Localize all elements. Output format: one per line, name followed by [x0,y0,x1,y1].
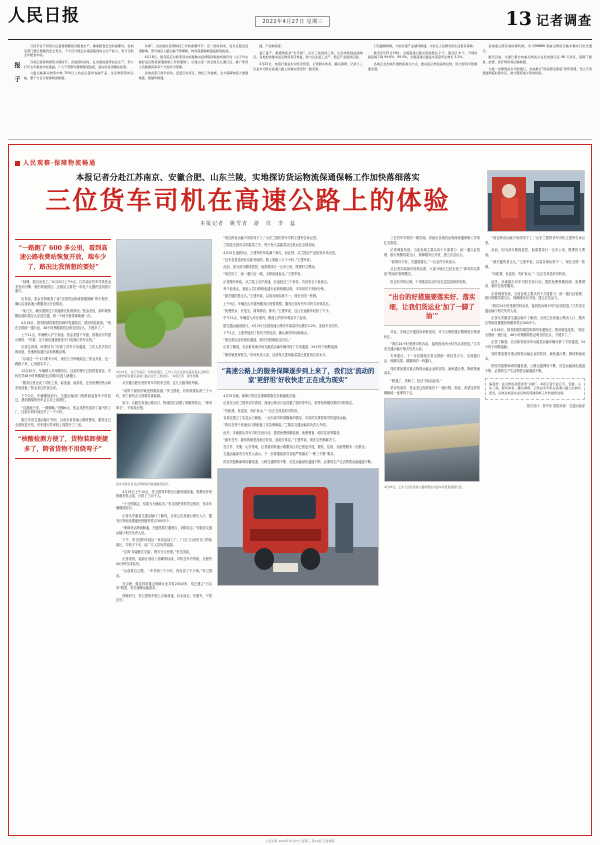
paragraph: 据交通运输部统计，4月25日全国高速公路货车流量环比增长3.2%，连续多日回升。 [223,323,341,328]
paragraph: 如今，合肥在高速公路出口、物流园区设置了核酸采样点，“即采即走”，不耽误行程。 [116,400,212,410]
editor-note: 编者按：货运物流是经济的“动脉”。本报记者分赴江苏、安徽、山东三地，跟车体验、蹲点调研，记录货车司机在高速公路上的真实感受，反映各地落实货运物流保通保畅工作的最新进展。 [485,378,585,400]
paragraph: 兰陵是全国有名的蔬菜之乡，每天有大量蔬菜从这里运往全国各地。 [223,243,318,248]
paragraph: 各地建立跨区域协调机制，对 Q96N86 等重点物资运输车辆实行优先通行。 [482,44,592,53]
paragraph: 即坚决阻断病毒传播渠道，公路交通网络不断、应急运输绿色通道不断、必要的生产生活物资运输通道不断。 [485,364,585,374]
paragraph: 即坚决阻断病毒传播渠道，公路交通网络不断、应急运输绿色通道不断、必要的生产生活物资运输通道不断。 [223,459,375,464]
paragraph: 记者看到，装卸区划设了清晰的标线，司机在车内等候，全程约40分钟完成装货。 [116,557,212,567]
paragraph: 下午，李卫国的车抵达一家食品加工厂。厂区门口设有专门的装卸区，司机不下车，由厂方人员负责装卸。 [116,537,212,547]
paragraph: “他们那边也有绿色通道，卸完货我就能往回走。” [223,338,291,343]
article-shoulder-title: 本报记者分赴江苏南京、安徽合肥、山东兰陵，实地探访货运物流保通保畅工作加快落细落实 [76,172,420,182]
design-credit: 版式设计：蔡华伟 数据来源：交通运输部 [526,403,585,408]
paragraph: “免费热水、充电宝、简易淋浴，都有。”王建军说，这让长途跑车轻松了不少。 [223,308,332,313]
paragraph: “服务区里还设了司机之家，能洗澡、能休息，还有免费的热水和充电设备。”张金龙边吃饭边说。 [15,381,111,391]
paragraph: 此前，因为部分路段管控，他需要绕行一百多公里，既费时又费油。 [223,265,318,270]
paragraph: 复工复产，畅通物流是“先手棋”。从长三角到珠三角，从京津冀到成渝地区，各地加快推动货运物流有序恢复，助力企业复工达产、稳定产业链供应链。 [253,50,363,60]
headline-block [15,170,481,231]
paragraph: 上午11点，车辆驶入沪宁高速。张金龙摇下车窗，指着前方的提示牌说：“你看，这个绿色通道就是专门给我们货车走的。” [15,333,111,342]
top-column-2 [139,44,249,136]
paragraph: 当前正值春耕春管关键时节，各地抢抓农时，扎实推进春季农业生产，努力打牢全年粮食丰收基础。广大干部群众要增强紧迫感，落实好各项惠农政策。 [24,59,134,69]
masthead [8,6,592,40]
paragraph: 记者随车体验，从兰陵上京沪高速，沿途经过三个省份，共设有五个检查点。 [223,279,331,284]
paragraph: 同时要加强对重点物资运输企业的扶持，减免通行费，降低物流成本。 [485,352,585,361]
column-2-text-2 [116,490,212,604]
paragraph: 记者调查发现，当前各地主要从四个方面着力：统一通行证管理、推行核酸结果互认、保障服务区开放、建立应急运力。 [485,291,585,301]
column-1-text [15,280,111,427]
paragraph: 公路运输事关物资中转 70%以上的货运量和农副产品、生活物资等的运输，要千方百计保障物流畅通。 [24,71,134,80]
paragraph: “跑车在外，最怕的就是没地方吃饭、没地方休息。”王建军说，现在这些都解决了。 [223,437,339,442]
paragraph: 通、产业畅销等。 [259,44,284,48]
paragraph: “我们在每个高速出口都配备了应急保障组。”兰陵县交通运输局负责人介绍。 [223,423,329,428]
photo-caption-gate: 4月25日，工作人员在高速公路收费站为货车司机查验通行证。 [384,485,465,490]
paragraph: 中午12点，车辆进入河北境内。路面上的货车明显多了起来。 [223,316,309,321]
top-article-strip [8,44,592,140]
paragraph: 习近平在不同场合反复强调要抓好粮食生产，确保粮食安全的重要性。各地各部门要扛稳粮食安全责任，千方百计稳定并提高粮食综合生产能力，努力夺取全年粮食丰收。 [24,44,134,58]
publication-date: 2022年4月27日 星期三 [255,16,330,27]
photo-art-inspection [488,171,584,231]
paragraph: 各地正在加快打通物流堵点卡点，推动货运物流高效运转，助力经济平稳健康发展。 [367,61,478,71]
newspaper-logo: 人民日报 [8,6,80,26]
paragraph: 记者在山东兰陵采访时看到，高速公路出口处设置了临时停车区，供等待核酸结果的司机休息。 [223,401,356,406]
paragraph: 采访结束时，张金龙已经准备好下一趟行程。他说，希望这样的顺畅能一直保持下去。 [384,385,480,395]
paragraph: 专家建议，下一步应继续完善全国统一的信息平台，实现通行证、核酸结果、健康码的一码通行。 [384,354,480,364]
paragraph: 截至4月25日19时，全国高速公路关闭收费站 2 个、服务区 6 个，分别较最高峰下降 99.8%、99.5%。全国高速公路货车流量环比增长 3.2%。 [367,50,478,60]
paragraph: “这车菜是送到北京新发地的，路上要跑八九个小时。”王建军说。 [223,257,313,262]
paragraph: 出发前，张金龙特地查了查“全国货运物流保通保畅”的小程序，确认沿途高速公路服务区开放情况。 [15,296,111,306]
article-byline: 本报记者 姚雪青 游 仪 李 蕊 [199,220,296,227]
vertical-label: 报 子 [13,62,20,83]
photo-truck-cab [116,413,212,479]
paragraph: 只有路畅物畅，才能实现产业循环畅通，才能让人民群众的生活更有保障。 [373,44,476,48]
page-footer: 人民日报 2022年4月27日 星期三 第13版 记者调查 [265,839,335,843]
column-4-text [384,236,480,284]
paragraph: 此前，因为部分路段管控，他需要绕行一百多公里，既费时又费油。 [485,248,585,257]
column-2-text [116,381,212,410]
paragraph: “这叫‘非接触式交接’，既安全又快捷。”李卫国说。 [122,550,192,555]
column-3-text [217,236,379,358]
photo-art-truck [218,469,378,586]
paragraph: 但也有司机反映，个别基层站点仍存在层层加码的现象。 [390,279,469,284]
paragraph: 记者从安徽省交通运输厅了解到，全省已在高速公路出入口、服务区等地设置便民核酸采样点300多个。 [485,315,585,325]
paragraph: 三位货车司机的一路见闻，折射出各地货运物流保通保畅工作的扎实推进。 [384,236,480,245]
paragraph: 4月18日，国务院联防联控机制印发通知后，情况明显改善。“现在全国统一通行证，48小时核酸阴性证明全国互认，方便多了。” [15,320,111,330]
page-number: 13 [505,8,532,30]
masthead-center [80,6,506,27]
paragraph: 此外，多地推出货车司机关爱行动，提供免费核酸检测、免费餐食、临时住宿等服务。 [223,430,343,435]
column-3-text-2 [217,394,379,464]
paragraph: 记者从安徽省交通运输厅了解到，全省已在高速公路出入口、服务区等地设置便民核酸采样点300多个。 [116,513,212,523]
paragraph: “现在跨省运输不用绕弯子了。”山东兰陵的货车司机王建军告诉记者。 [223,236,320,240]
headline-row [15,170,585,232]
paragraph: 为进一步便利货车司机通行，多地推行“即采即走即追”闭环管理，设立专用通道和临时停车区，最大限度减少等待时间。 [482,66,592,76]
top-column-1 [24,44,134,136]
paragraph: 在合肥，像这样的重点保障企业共有200余家，均已建立“白名单”制度，优先保障运输需求。 [116,581,212,591]
column-3 [217,236,379,836]
column-4-text-2 [384,330,480,395]
column-5-text [485,236,585,374]
paragraph: 各地还建立了应急运力储备，一旦出现司机被隔离的情况，可及时安排替班司机接续运输。 [223,416,349,420]
paragraph: 此外，多地推出货车司机关爱行动，提供免费核酸检测、免费餐食、临时住宿等服务。 [485,279,585,289]
paragraph: “最关键的是互认。”王建军说，以前各地标准不一，现在全国一张网。 [485,260,585,269]
paragraph: 上午9点，车辆在山东德州服务区短暂休整。服务区设有货车司机专用休息区。 [223,301,333,306]
rubric-square-icon [15,161,20,166]
top-column-3 [253,44,363,136]
article-rubric [15,158,96,167]
paragraph: 对此，多地已开通投诉举报电话，对不合理的通行限制进行核查纠正。 [384,330,480,340]
main-article [8,144,592,836]
paragraph: 4月18日，国务院联防联控机制印发通知后，情况明显改善。“现在全国统一通行证，48小时核酸阴性证明全国互认，方便多了。” [485,327,585,337]
paragraph: “最关键的是互认。”王建军说，以前各地标准不一，现在全国一张网。 [223,294,320,299]
paragraph: “十分钟搞定，结果当天就能出。”李卫国把采样凭证收好，发动车辆继续前行。 [116,501,212,511]
paragraph: “现在好了，统一通行证一刷，全程高速直达。”王建军说。 [223,272,304,277]
photo-caption-cab: 货车司机张金龙在驾驶室内查看路况信息。 [116,482,171,487]
photo-caption-vegetable: 4月25日，在江苏南京一家物流园区，工作人员正在装运蔬菜等生活物资。这批物资将通过高速公路运往长三角地区。 本报记者 姚雪青摄 [116,370,212,379]
paragraph: “我们24小时受理司机诉求，接到投诉两小时内必须回复。”江苏省交通运输厅相关负责人说。 [384,342,480,352]
paragraph: 各地各部门闻令而动，层层压实责任，细化工作措施，全力保障物流大通道畅通、微循环畅通。 [138,71,249,80]
paragraph: “以前要自己搬，一车货两三个小时，现在省了不少事。”李卫国说。 [116,569,212,579]
article-main-title: 三位货车司机在高速公路上的体验 [45,185,451,215]
column-2 [116,236,212,836]
rubric-label: 人民观察·保障物流畅通 [23,160,97,167]
photo-toll-gate [384,398,480,482]
paragraph: “路通了，货畅了，经济才能活起来。” [390,378,443,383]
column-1-subhead-2: “核酸检测方便了，货物装卸便捷多了，跨省货物不用绕弯子” [15,430,111,459]
paragraph: 记者注意到，收费站专门开辟了货车专用通道，工作人员手持扫码设备，快速核验通行证和核酸证明。 [15,345,111,354]
paragraph: 4月18日，国务院应对新型冠状病毒肺炎疫情联防联控机制印发《关于切实做好货运物流保通保畅工作的通知》，从建立统一的全国互认通行证、推广使用人员健康码等多个方面作出部署。 [138,55,249,69]
paragraph: 傍晚时分，李卫国的车驶上合徐高速，向北而去。车窗外，夕阳正好。 [116,593,212,603]
paragraph: 据江苏省交通运输厅介绍，目前全省高速公路收费站、服务区已全部恢复开放，货车通行效率较上周提升了三成。 [15,417,111,427]
column-4-subhead: “出台的好措施要落实好、落实细，让我们货运业‘加了一脚了油’” [384,288,480,326]
paragraph: 下午1点，王建军接到了收货方的电话，确认卸货时间和地点。 [223,330,311,335]
paragraph: “我们24小时受理司机诉求，接到投诉两小时内必须回复。”江苏省交通运输厅相关负责人说。 [485,303,585,313]
paragraph: 每个检查点，查验人员扫码核验通行证和核酸证明，平均用时不到两分钟。 [223,287,327,292]
paragraph: 4月25日晚，新修订的应急保障措施在多地落地实施。 [223,394,299,399]
headline-photo [487,170,585,232]
paragraph: “以前过一个卡口要半小时，现在几分钟就能过。”张金龙说，这一路跑下来，心里踏实多了。 [15,357,111,367]
paragraph: 12点30分，车辆驶入苏州服务区。这里的餐厅已经恢复营业，司机们凭48小时核酸阴性证明即可进入就餐区。 [15,369,111,379]
paragraph: 4月25日凌晨3点，王建军的车装满了黄瓜、西红柿，从兰陵农产品批发市场出发。 [223,250,339,255]
photo-red-truck [217,468,379,586]
paragraph: 4月25日，电话打到货车司机手机里，记者跟车体验、蹲点调研，记录下三位货车司机在高速公路上的真实感受和一路见闻。 [253,61,363,71]
paragraph: “这趟跑下来，一路顺畅。”傍晚6点，张金龙把货送到了嘉兴的工厂，比预计的时间还早了一个小时。 [15,405,111,415]
paragraph: 截至目前，全国已累计向重点物流企业发放通行证 46 万余张，保障了粮食、能源、医疗物资等运输畅通。 [482,55,592,64]
paragraph: 同时要加强对重点物资运输企业的扶持，减免通行费，降低物流成本。 [384,366,480,376]
top-column-4 [368,44,478,136]
paragraph: “保障货运物流畅通，关键是要打通堵点、消除盲点。”安徽省交通运输厅相关负责人说。 [116,525,212,535]
column-1 [15,236,111,836]
paragraph: “政策好不好，关键看落实。”一位业内专家表示。 [390,260,458,265]
masthead-right [506,6,592,29]
paragraph: 记者了解到，北京新发地市场为蔬菜运输车辆开辟了专用通道，24小时不间断接卸。 [223,345,341,350]
paragraph: “前几天，确实遇到过下高速排长队的情况。”张金龙说，那时候核酸检测结果互认还没打通，到一个地方就得重新测一次。 [15,308,111,318]
paragraph: 下午2点，车辆继续前行。交通运输部门的路面巡查车不时经过，遇到抛锚的货车会主动上前帮忙。 [15,393,111,403]
paragraph: 交通运输部有关负责人表示，下一步将继续指导各地严格落实“一断三不断”要求。 [223,452,337,457]
photo-vegetable-loading [116,239,212,367]
paragraph: “师傅，我们出发了。”4月25日上午9点，江苏南京货车司机张金龙发动引擎，驶出物流园区。这趟活儿要把一车电子元器件送到浙江嘉兴。 [15,279,111,294]
column-5 [485,236,585,836]
paragraph: “现在跨省运输不用绕弯子了。”山东兰陵的货车司机王建军告诉记者。 [485,236,585,245]
paragraph: “有帐篷、有盒饭、有矿泉水。”一位正在休息的司机说。 [491,272,569,277]
paragraph: 记者调查发现，当前各地主要从四个方面着力：统一通行证管理、推行核酸结果互认、保障服务区开放、建立应急运力。 [384,248,480,257]
column-1-subhead: “一路跑了 600 多公里，看到高速公路收费站恢复开放，端车少了，路况比我预想的要好” [15,239,111,277]
article-columns [15,236,585,836]
paragraph: 在江苏、安徽、山东等地，记者看到高速公路服务区均已恢复开放，餐饮、住宿、加油等服务一应俱全。 [223,445,368,450]
paragraph: “有帐篷、有盒饭、有矿泉水。”一位正在休息的司机说。 [223,408,301,413]
column-4 [384,236,480,836]
paragraph: “前阵子最怕的就是核酸检测。”李卫国说，有时候排队两三个小时，到了卸货点又被要求重新做。 [116,388,212,398]
paragraph: 从安徽合肥出发的货车司机李卫国，这几天跑得格外顺。 [122,381,201,386]
paragraph: 从记者实地探访的情况看，大部分地区已经实现了“即采即走即追”的闭环管理模式。 [384,267,480,277]
paragraph: 记者了解到，北京新发地市场为蔬菜运输车辆开辟了专用通道，24小时不间断接卸。 [485,340,585,349]
paragraph: 4月25日上午10点，李卫国驾车驶出合肥绕城高速。收费站旁的核酸采样点前，只排了三四个人。 [116,489,212,499]
paragraph: 动事”，也是做好疫情防控工作的重要环节。近一段时间来，受多点散发疫情影响，部分地区公路运输不够顺畅，物流保通保畅面临新的挑战。 [138,44,249,53]
paragraph: “保供就是保民生。”市场负责人说，目前每天进场蔬菜量已恢复到正常水平。 [223,352,329,357]
section-title: 记者调查 [535,14,592,29]
column-3-subhead: “高速公路上的服务保障逐步到上来了，我们这‘流动的家’更舒坦‘好收快走’正在成为现实” [217,362,379,391]
top-column-5 [482,44,592,136]
